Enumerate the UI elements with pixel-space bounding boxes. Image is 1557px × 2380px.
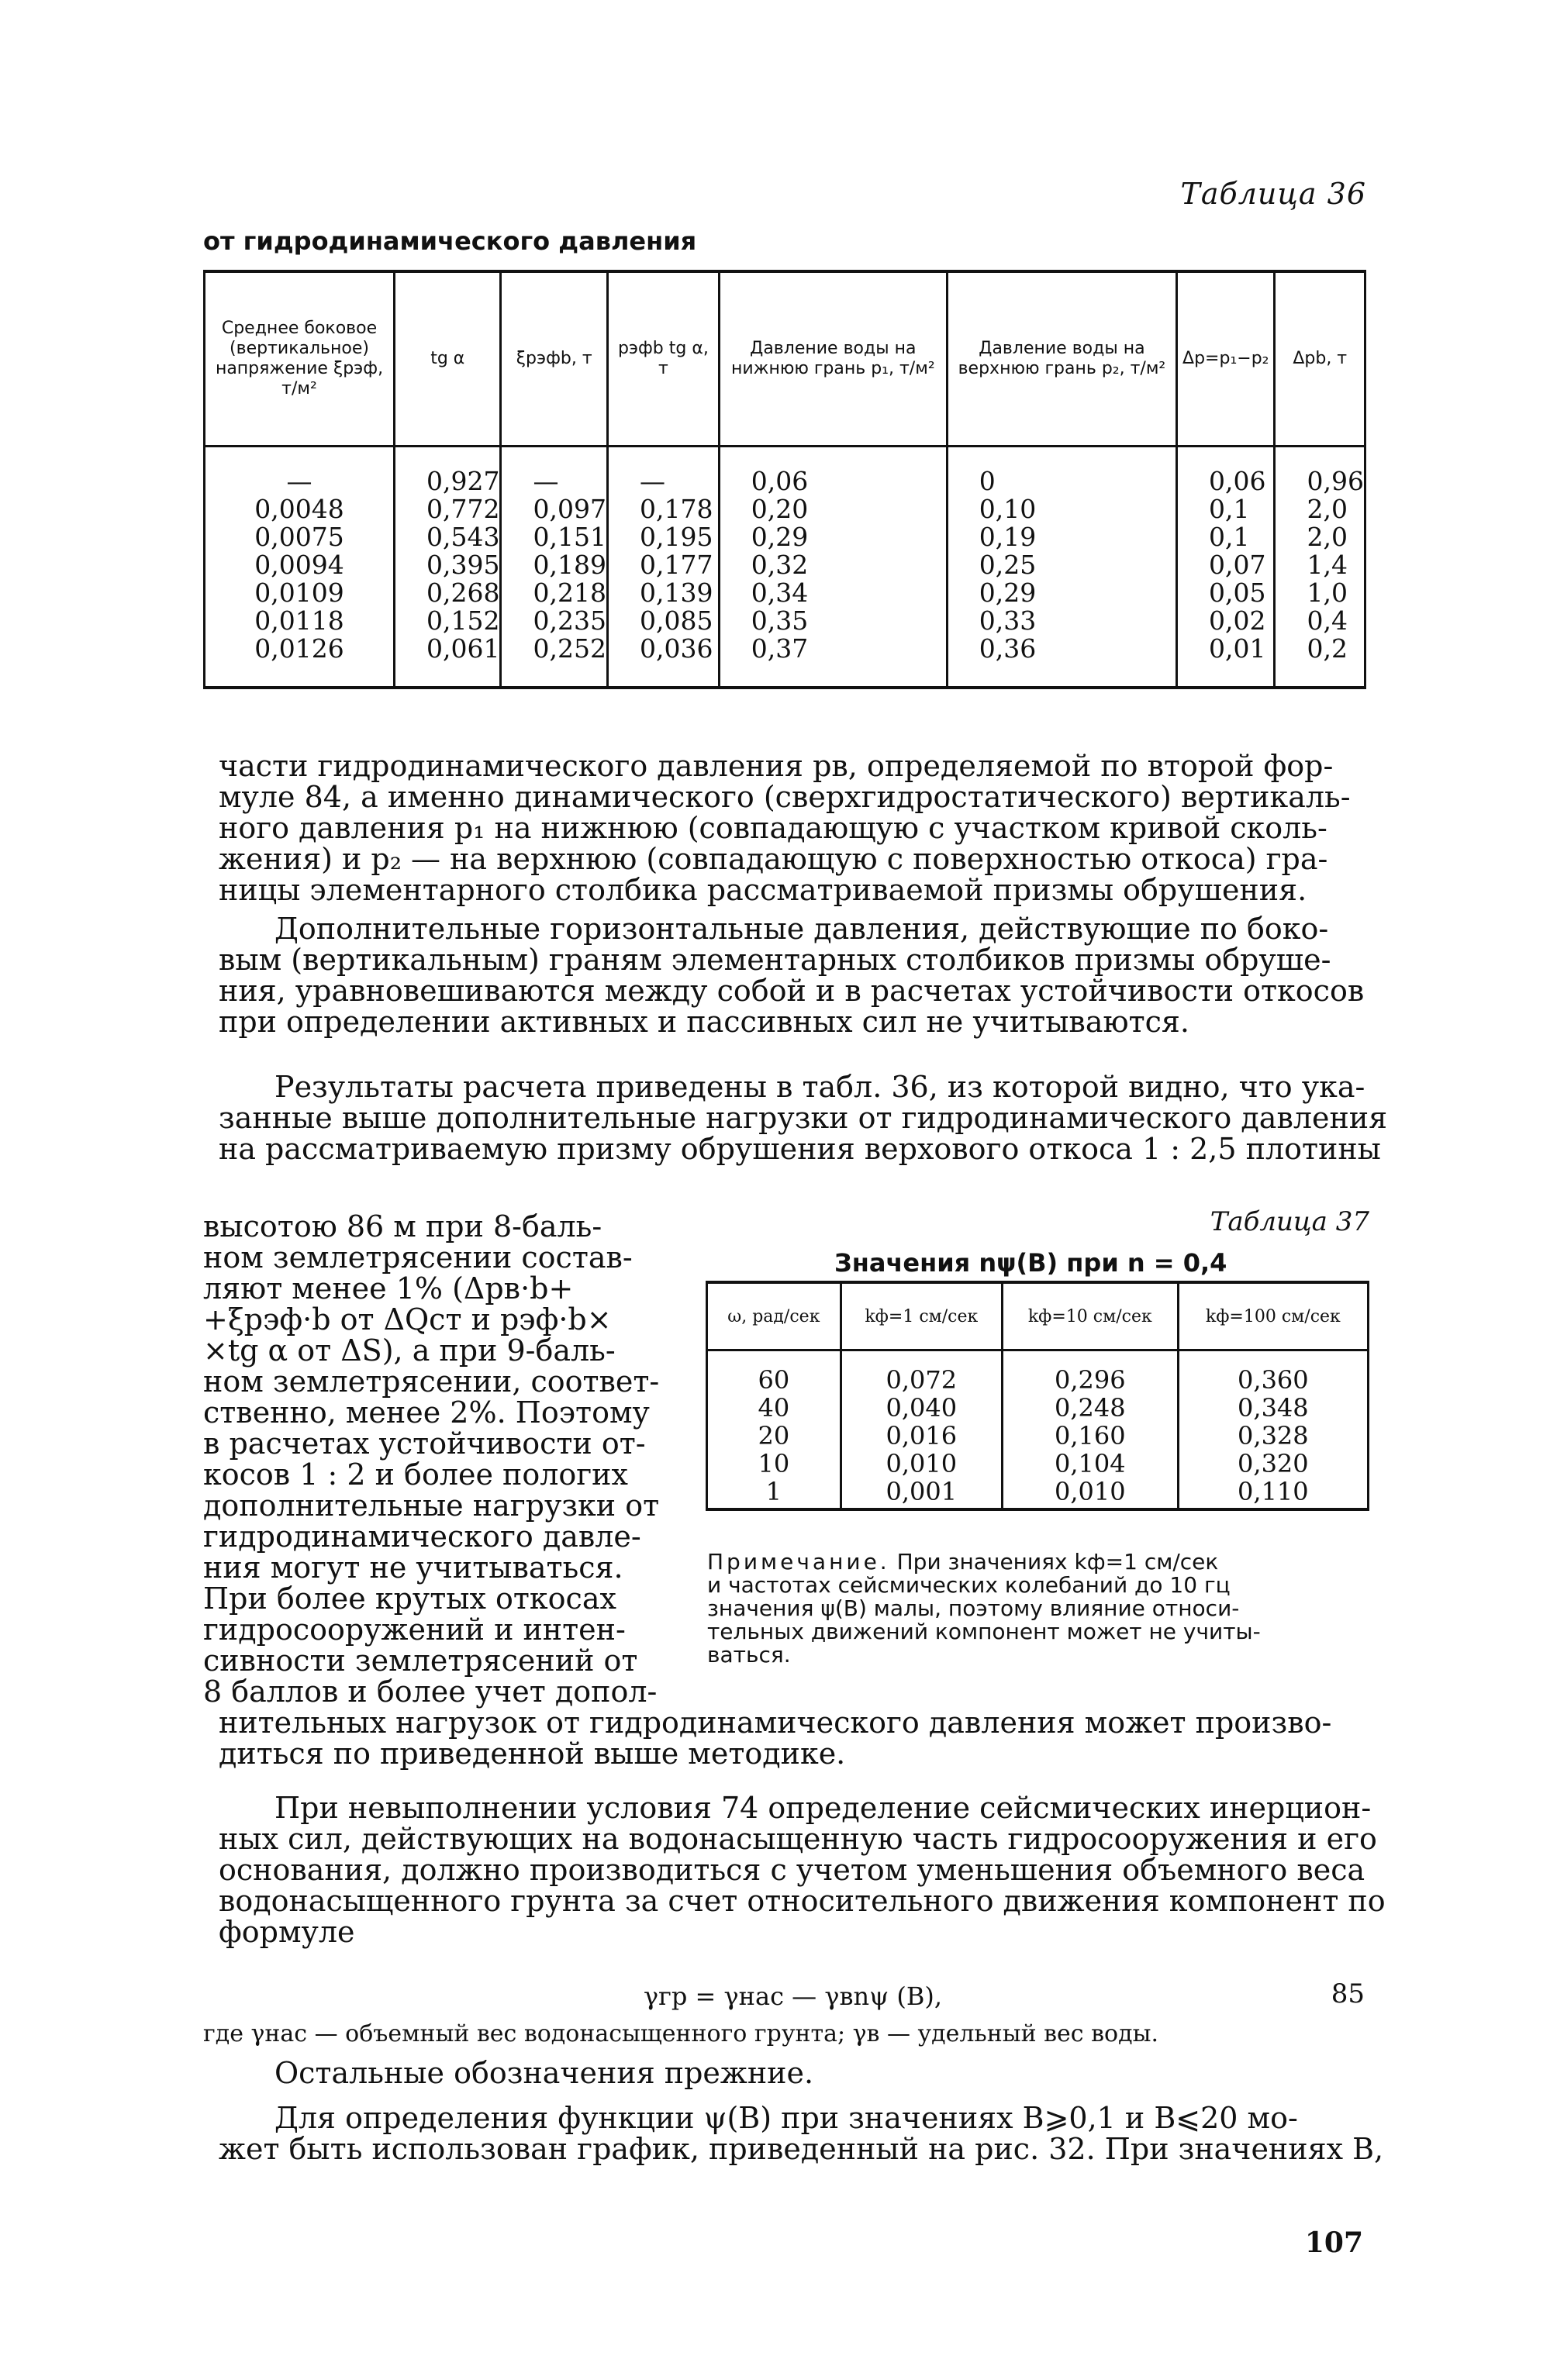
paragraph-5-line: ных сил, действующих на водонасыщенную часть гидросооружения и его [219, 1822, 1377, 1856]
paragraph-1-line: ницы элементарного столбика рассматриваемой призмы обрушения. [219, 873, 1307, 907]
table-36-cell: 0,2 [1275, 635, 1365, 688]
table-36-header-dpb: Δpb, т [1275, 271, 1365, 447]
paragraph-1-line: ного давления p₁ на нижнюю (совпадающую с участком кривой сколь- [219, 811, 1327, 845]
table-37-cell: 10 [707, 1450, 841, 1478]
table-36-row [205, 495, 1365, 523]
paragraph-3-line: на рассматриваемую призму обрушения верхового откоса 1 : 2,5 плотины [219, 1132, 1381, 1166]
table-37-cell: 0,040 [841, 1394, 1002, 1422]
left-column-line: гидродинамического давле- [203, 1519, 641, 1554]
paragraph-4-line: диться по приведенной выше методике. [219, 1737, 846, 1771]
table-37-label: Таблица 37 [1210, 1206, 1369, 1237]
table-36-cell: 1,0 [1275, 579, 1365, 607]
left-column-line: ном землетрясении, соответ- [203, 1364, 660, 1399]
table-37-cell: 0,010 [1002, 1478, 1178, 1509]
table-37-cell: 60 [707, 1350, 841, 1395]
table-36-cell: 0,772 [395, 495, 501, 523]
table-36-header-tg: tg α [395, 271, 501, 447]
paragraph-3 [219, 1070, 1388, 1166]
table-37-cell: 0,110 [1178, 1478, 1368, 1509]
table-36-cell: 0,07 [1177, 551, 1275, 579]
paragraph-5-line: При невыполнении условия 74 определение сейсмических инерцион- [274, 1791, 1372, 1825]
table-36-cell: 1,4 [1275, 551, 1365, 579]
table-37-cell: 0,296 [1002, 1350, 1178, 1395]
formula-legend: где γнас — объемный вес водонасыщенного грунта; γв — удельный вес воды. [203, 2020, 1158, 2047]
table-36-cell: 0,0118 [205, 607, 395, 635]
left-column-line: гидросооружений и интен- [203, 1613, 626, 1647]
table-36-row [205, 607, 1365, 635]
paragraph-6 [219, 2057, 1366, 2089]
table-36-cell: 0,189 [501, 551, 607, 579]
paragraph-4-line: нительных нагрузок от гидродинамического давления может произво- [219, 1706, 1332, 1740]
table-36-row [205, 551, 1365, 579]
paragraph-5 [219, 1791, 1386, 1949]
formula-85: γгр = γнас — γвnψ (B), [644, 1982, 942, 2011]
table-36-cell: — [607, 447, 719, 496]
paragraph-5-line: формуле [219, 1915, 355, 1949]
paragraph-3-line: Результаты расчета приведены в табл. 36, из которой видно, что ука- [274, 1070, 1365, 1104]
table-37-header-omega: ω, рад/сек [707, 1282, 841, 1350]
paragraph-3-line: занные выше дополнительные нагрузки от гидродинамического давления [219, 1101, 1388, 1135]
table-36-cell: 0,218 [501, 579, 607, 607]
paragraph-1 [219, 750, 1366, 905]
table-36-cell: 0,06 [719, 447, 947, 496]
note-line: значения ψ(B) малы, поэтому влияние относи- [707, 1595, 1240, 1621]
left-column-line: ственно, менее 2%. Поэтому [203, 1395, 650, 1430]
paragraph-7-line: жет быть использован график, приведенный на рис. 32. При значениях B, [219, 2132, 1384, 2166]
table-37-cell: 0,360 [1178, 1350, 1368, 1395]
table-37-row [707, 1422, 1369, 1450]
table-36-cell: 0,29 [947, 579, 1176, 607]
table-36-row [205, 523, 1365, 551]
table-37-cell: 0,328 [1178, 1422, 1368, 1450]
table-36-cell: 0,37 [719, 635, 947, 688]
paragraph-2-line: вым (вертикальным) граням элементарных столбиков призмы обруше- [219, 943, 1331, 977]
table-36-cell: 0,152 [395, 607, 501, 635]
table-36-cell: 0,10 [947, 495, 1176, 523]
table-36-cell: — [205, 447, 395, 496]
note-label: Примечание. [707, 1549, 890, 1575]
table-36-header-p2: Давление воды на верхнюю грань p₂, т/м² [947, 271, 1176, 447]
table-37 [706, 1281, 1369, 1511]
table-36-cell: 2,0 [1275, 495, 1365, 523]
table-36-cell: 0,29 [719, 523, 947, 551]
formula-number: 85 [1331, 1978, 1365, 2009]
note-line: тельных движений компонент может не учиты- [707, 1619, 1261, 1644]
table-36-cell: 0,268 [395, 579, 501, 607]
table-36-cell: — [501, 447, 607, 496]
table-36-cell: 0,25 [947, 551, 1176, 579]
table-37-row [707, 1450, 1369, 1478]
paragraph-1-line: муле 84, а именно динамического (сверхгидростатического) вертикаль- [219, 780, 1351, 814]
table-36-cell: 0,06 [1177, 447, 1275, 496]
table-37-cell: 0,320 [1178, 1450, 1368, 1478]
left-column-line: ном землетрясении состав- [203, 1240, 633, 1275]
table-36-cell: 0,061 [395, 635, 501, 688]
left-column-line: косов 1 : 2 и более пологих [203, 1457, 628, 1492]
table-36-header-xi-pb: ξpэфb, т [501, 271, 607, 447]
table-36-cell: 0,32 [719, 551, 947, 579]
left-column-text [203, 1211, 675, 1707]
table-36-cell: 0,177 [607, 551, 719, 579]
table-36-header-dp: Δp=p₁−p₂ [1177, 271, 1275, 447]
table-36-cell: 0,1 [1177, 523, 1275, 551]
table-37-row [707, 1478, 1369, 1509]
table-37-cell: 0,072 [841, 1350, 1002, 1395]
table-37-row [707, 1394, 1369, 1422]
paragraph-1-line: части гидродинамического давления pв, определяемой по второй фор- [219, 749, 1334, 783]
table-36-row [205, 447, 1365, 496]
table-37-cell: 40 [707, 1394, 841, 1422]
table-36-cell: 0,36 [947, 635, 1176, 688]
table-37-cell: 20 [707, 1422, 841, 1450]
table-37-header-k100: kф=100 см/сек [1178, 1282, 1368, 1350]
table-36-cell: 0,0075 [205, 523, 395, 551]
paragraph-4 [219, 1707, 1366, 1769]
paragraph-5-line: водонасыщенного грунта за счет относительного движения компонент по [219, 1884, 1386, 1918]
table-36-cell: 0,927 [395, 447, 501, 496]
table-36-cell: 0,097 [501, 495, 607, 523]
table-37-cell: 0,016 [841, 1422, 1002, 1450]
table-36-header-p1: Давление воды на нижнюю грань p₁, т/м² [719, 271, 947, 447]
table-36-cell: 0,235 [501, 607, 607, 635]
table-36-header-stress: Среднее боковое (вертикальное) напряжение ξpэф, т/м² [205, 271, 395, 447]
note-line: и частотах сейсмических колебаний до 10 гц [707, 1572, 1231, 1598]
table-37-header-row [707, 1282, 1369, 1350]
left-column-line: дополнительные нагрузки от [203, 1488, 660, 1523]
table-36-cell: 0,34 [719, 579, 947, 607]
left-column-line: При более крутых откосах [203, 1581, 616, 1616]
table-36-cell: 0,01 [1177, 635, 1275, 688]
table-36-cell: 0,085 [607, 607, 719, 635]
table-36-cell: 0,0126 [205, 635, 395, 688]
paragraph-2-line: ния, уравновешиваются между собой и в расчетах устойчивости откосов [219, 974, 1365, 1008]
table-36-cell: 0,19 [947, 523, 1176, 551]
table-37-cell: 0,010 [841, 1450, 1002, 1478]
table-36-cell: 0,151 [501, 523, 607, 551]
left-column-line: ×tg α от ΔS), а при 9-баль- [203, 1333, 616, 1368]
left-column-line: ния могут не учитываться. [203, 1550, 623, 1585]
note-line: ваться. [707, 1642, 791, 1668]
table-36 [203, 270, 1366, 689]
table-36-header-row [205, 271, 1365, 447]
table-36-cell: 0,05 [1177, 579, 1275, 607]
table-37-cell: 0,160 [1002, 1422, 1178, 1450]
table-37-cell: 0,248 [1002, 1394, 1178, 1422]
table-36-cell: 0,1 [1177, 495, 1275, 523]
table-36-cell: 0,139 [607, 579, 719, 607]
table-37-cell: 0,104 [1002, 1450, 1178, 1478]
paragraph-6-line: Остальные обозначения прежние. [274, 2056, 814, 2090]
table-37-cell: 1 [707, 1478, 841, 1509]
table-36-cell: 0,33 [947, 607, 1176, 635]
paragraph-2-line: Дополнительные горизонтальные давления, действующие по боко- [274, 912, 1329, 946]
table-36-cell: 0,543 [395, 523, 501, 551]
paragraph-5-line: основания, должно производиться с учетом уменьшения объемного веса [219, 1853, 1365, 1887]
table-36-cell: 0,252 [501, 635, 607, 688]
paragraph-2 [219, 913, 1366, 1037]
paragraph-7-line: Для определения функции ψ(B) при значениях B⩾0,1 и B⩽20 мо- [274, 2101, 1298, 2135]
table-36-cell: 0,036 [607, 635, 719, 688]
left-column-line: высотою 86 м при 8-баль- [203, 1209, 602, 1243]
table-36-header-pb-tg: pэфb tg α, т [607, 271, 719, 447]
table-36-cell: 2,0 [1275, 523, 1365, 551]
paragraph-7 [219, 2101, 1384, 2166]
table-36-subtitle: от гидродинамического давления [203, 226, 697, 256]
table-36-cell: 0,0094 [205, 551, 395, 579]
table-37-subtitle: Значения nψ(B) при n = 0,4 [834, 1248, 1227, 1278]
table-36-cell: 0,195 [607, 523, 719, 551]
left-column-line: 8 баллов и более учет допол- [203, 1675, 658, 1709]
table-36-cell: 0 [947, 447, 1176, 496]
page-number: 107 [1304, 2227, 1363, 2259]
table-37-note [707, 1550, 1374, 1667]
paragraph-1-line: жения) и p₂ — на верхнюю (совпадающую с поверхностью откоса) гра- [219, 842, 1328, 876]
table-36-cell: 0,0048 [205, 495, 395, 523]
paragraph-2-line: при определении активных и пассивных сил не учитываются. [219, 1005, 1189, 1039]
table-36-cell: 0,395 [395, 551, 501, 579]
table-36-row [205, 635, 1365, 688]
table-36-cell: 0,178 [607, 495, 719, 523]
table-36-label: Таблица 36 [1180, 177, 1366, 211]
table-36-cell: 0,0109 [205, 579, 395, 607]
table-36-cell: 0,20 [719, 495, 947, 523]
table-36-row [205, 579, 1365, 607]
left-column-line: в расчетах устойчивости от- [203, 1426, 646, 1461]
left-column-line: ляют менее 1% (Δpв·b+ [203, 1271, 574, 1306]
table-36-cell: 0,35 [719, 607, 947, 635]
table-36-cell: 0,02 [1177, 607, 1275, 635]
table-36-cell: 0,96 [1275, 447, 1365, 496]
note-line: При значениях kф=1 см/сек [896, 1549, 1219, 1575]
table-37-cell: 0,001 [841, 1478, 1002, 1509]
table-37-row [707, 1350, 1369, 1395]
table-37-cell: 0,348 [1178, 1394, 1368, 1422]
table-36-cell: 0,4 [1275, 607, 1365, 635]
left-column-line: +ξpэф·b от ΔQст и pэф·b× [203, 1302, 612, 1337]
left-column-line: сивности землетрясений от [203, 1644, 638, 1678]
table-37-header-k1: kф=1 см/сек [841, 1282, 1002, 1350]
table-37-header-k10: kф=10 см/сек [1002, 1282, 1178, 1350]
